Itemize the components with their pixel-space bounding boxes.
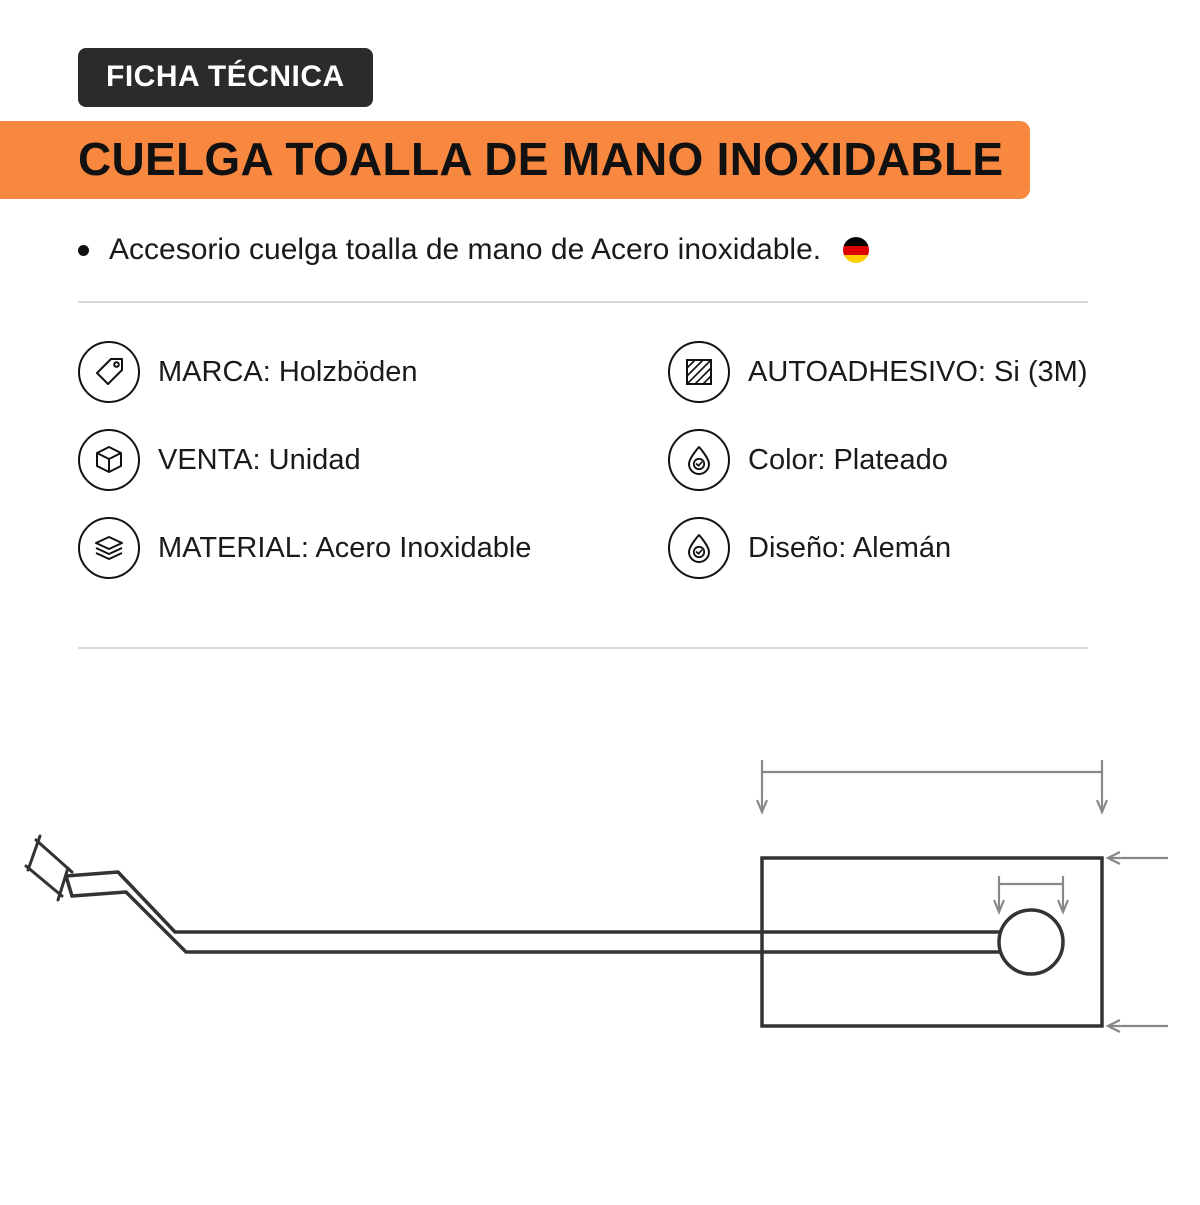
spec-grid bbox=[78, 341, 1118, 579]
spec-text-marca: MARCA: Holzböden bbox=[158, 355, 418, 388]
box-icon bbox=[78, 429, 140, 491]
spec-item-venta bbox=[78, 429, 668, 491]
german-flag-icon bbox=[843, 237, 869, 263]
spec-item-color bbox=[668, 429, 1118, 491]
spec-text-material: MATERIAL: Acero Inoxidable bbox=[158, 531, 532, 564]
page-title: CUELGA TOALLA DE MANO INOXIDABLE bbox=[78, 133, 1004, 185]
header bbox=[0, 0, 1200, 199]
bullet-dot-icon bbox=[78, 245, 89, 256]
hatch-icon bbox=[668, 341, 730, 403]
droplet-icon bbox=[668, 429, 730, 491]
tag-icon bbox=[78, 341, 140, 403]
spec-text-diseno: Diseño: Alemán bbox=[748, 531, 952, 564]
droplet-icon bbox=[668, 517, 730, 579]
technical-drawing bbox=[0, 700, 1200, 1200]
product-bullet bbox=[78, 233, 1088, 267]
spec-item-marca bbox=[78, 341, 668, 403]
divider-bottom bbox=[78, 647, 1088, 649]
product-bullet-text: Accesorio cuelga toalla de mano de Acero inoxidable. bbox=[109, 233, 822, 267]
spec-text-venta: VENTA: Unidad bbox=[158, 443, 361, 476]
kicker-badge: FICHA TÉCNICA bbox=[78, 48, 373, 107]
spec-item-diseno bbox=[668, 517, 1118, 579]
spec-text-autoadhesivo: AUTOADHESIVO: Si (3M) bbox=[748, 355, 1088, 388]
spec-item-material bbox=[78, 517, 668, 579]
spec-text-color: Color: Plateado bbox=[748, 443, 948, 476]
spec-item-autoadhesivo bbox=[668, 341, 1118, 403]
layers-icon bbox=[78, 517, 140, 579]
divider-top bbox=[78, 301, 1088, 303]
title-bar bbox=[0, 121, 1030, 199]
